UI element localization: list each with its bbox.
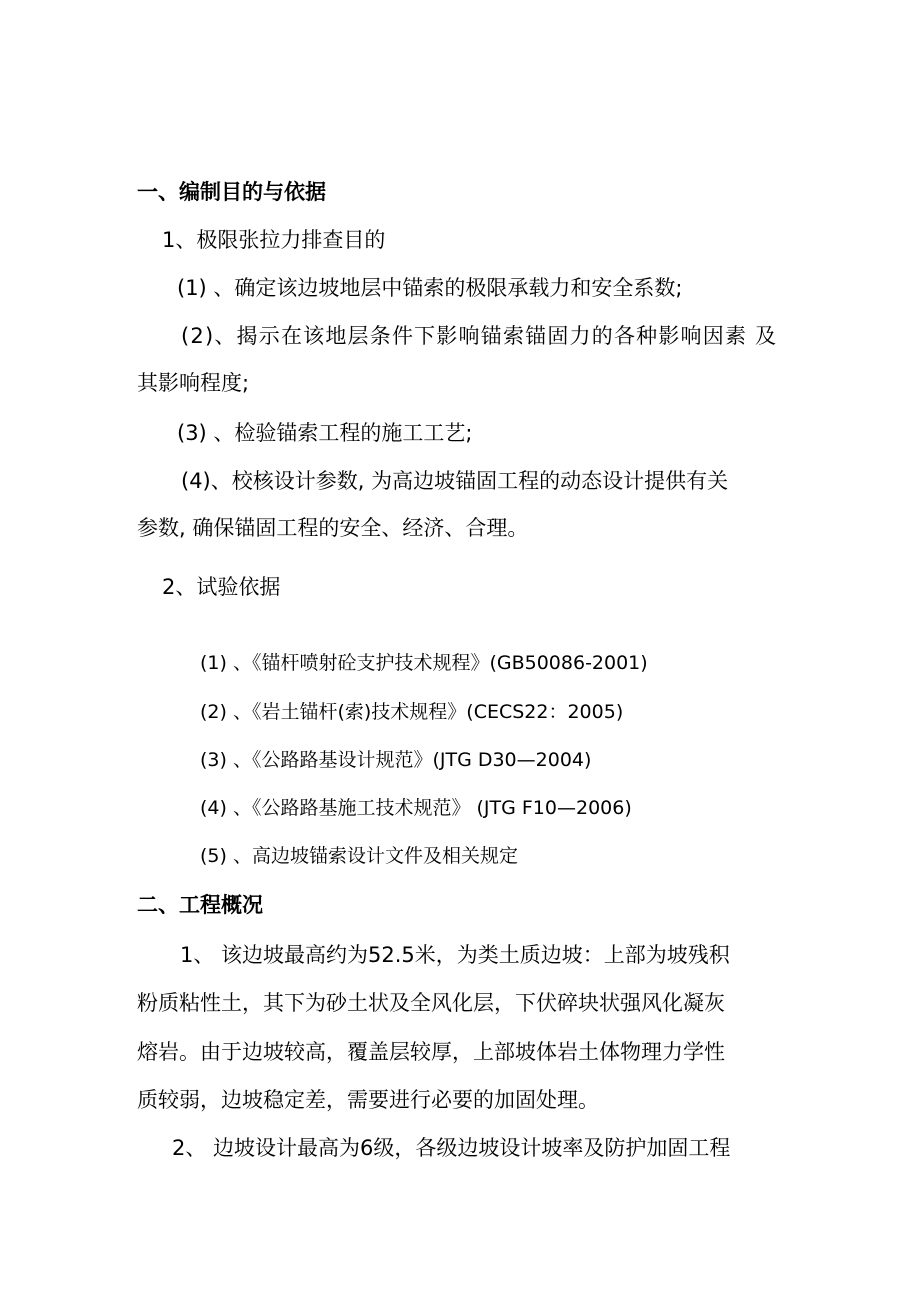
reference-item: (5) 、高边坡锚索设计文件及相关规定	[200, 845, 518, 867]
paragraph-line: 2、 边坡设计最高为6级，各级边坡设计坡率及防护加固工程	[172, 1136, 731, 1160]
reference-item: (3) 、《公路路基设计规范》(JTG D30—2004)	[200, 749, 592, 771]
reference-item: (4) 、《公路路基施工技术规范》 (JTG F10—2006)	[200, 797, 632, 819]
section-heading: 二、工程概况	[137, 893, 263, 917]
reference-item: (2) 、《岩土锚杆(索)技术规程》(CECS22：2005)	[200, 701, 624, 723]
list-item-continuation: 其影响程度;	[137, 371, 250, 395]
list-item: (4)、校核设计参数, 为高边坡锚固工程的动态设计提供有关	[181, 469, 729, 493]
paragraph-line: 熔岩。由于边坡较高，覆盖层较厚，上部坡体岩土体物理力学性	[137, 1040, 725, 1064]
paragraph-line: 粉质粘性土，其下为砂土状及全风化层，下伏碎块状强风化凝灰	[137, 991, 725, 1015]
paragraph-line: 质较弱，边坡稳定差，需要进行必要的加固处理。	[137, 1088, 599, 1112]
section-heading: 一、编制目的与依据	[137, 180, 326, 204]
list-item-continuation: 参数, 确保锚固工程的安全、经济、合理。	[137, 516, 529, 540]
paragraph-line: 1、 该边坡最高约为52.5米，为类土质边坡：上部为坡残积	[180, 943, 730, 967]
list-item: (1) 、确定该边坡地层中锚索的极限承载力和安全系数;	[177, 276, 683, 300]
list-item: (3) 、检验锚索工程的施工工艺;	[177, 421, 473, 445]
reference-item: (1) 、《锚杆喷射砼支护技术规程》(GB50086-2001)	[200, 652, 648, 674]
subsection-title: 2、试验依据	[162, 575, 281, 599]
subsection-title: 1、极限张拉力排查目的	[162, 228, 386, 252]
list-item: (2)、揭示在该地层条件下影响锚索锚固力的各种影响因素 及	[181, 324, 778, 348]
